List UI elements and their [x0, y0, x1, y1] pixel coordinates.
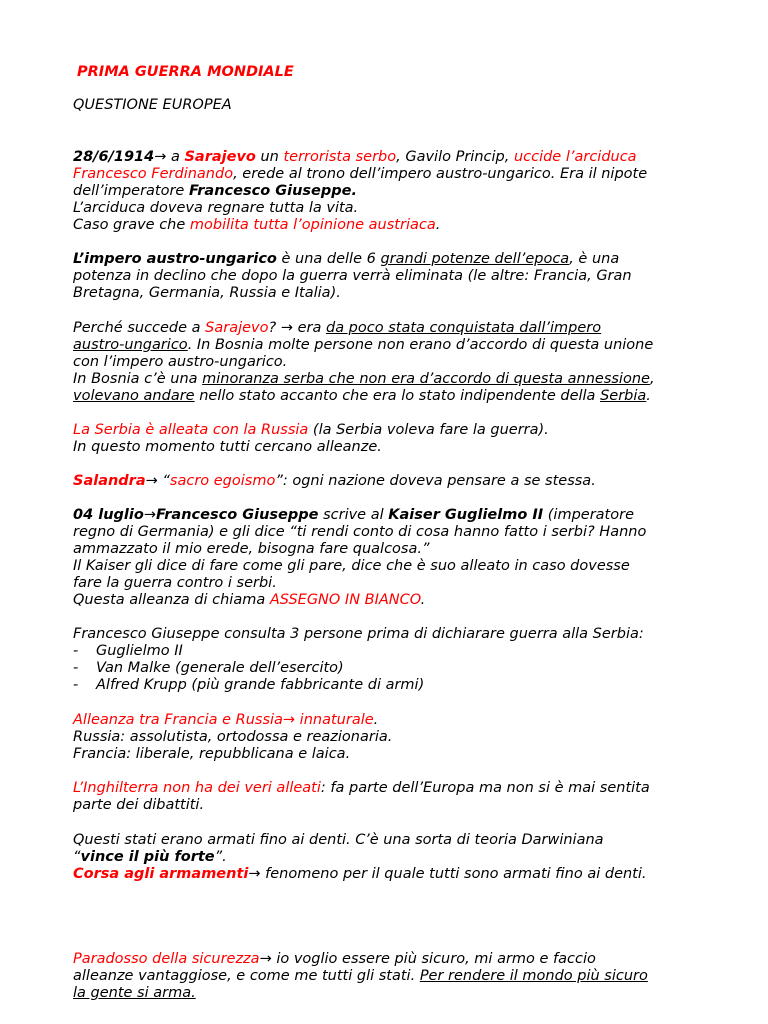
highlight: Paradosso della sicurezza: [73, 951, 260, 967]
text: (imperatore: [543, 507, 634, 523]
text: era: [292, 320, 326, 336]
paragraph-consulta: [73, 626, 723, 694]
text: “: [157, 473, 170, 489]
paragraph-sarajevo: [73, 149, 723, 234]
line: fare la guerra contro i serbi.: [73, 575, 277, 591]
underlined-text: la gente si arma.: [73, 985, 196, 1001]
underlined-text: austro-ungarico: [73, 337, 188, 353]
list-item: [73, 643, 723, 660]
line: Francesco Giuseppe consulta 3 persone prima di dichiarare guerra alla Serbia:: [73, 626, 644, 642]
paragraph-impero: [73, 251, 723, 302]
bold-text: Francesco Giuseppe: [155, 507, 319, 523]
text: , è una: [569, 251, 620, 267]
line: [73, 422, 723, 439]
line: [73, 507, 723, 524]
section-heading: [73, 97, 723, 114]
line: Questi stati erano armati fino ai denti. C’è una sorta di teoria Darwiniana: [73, 832, 604, 848]
arrow-icon: →: [143, 507, 156, 523]
text: : fa parte dell’Europa ma non si è mai sentita: [320, 780, 650, 796]
text: scrive al: [318, 507, 389, 523]
text: .: [646, 388, 651, 404]
text: In Bosnia c’è una: [73, 371, 203, 387]
bold-text: vince il più forte: [80, 849, 215, 865]
date: 28/6/1914: [73, 149, 155, 165]
line: [73, 337, 723, 354]
line: ammazzato il mio erede, bisogna fare qualcosa.”: [73, 541, 430, 557]
bullet: -: [73, 677, 79, 693]
list-item: [73, 677, 723, 694]
paragraph-inghilterra: [73, 780, 723, 814]
paragraph-armati: [73, 832, 723, 883]
text: (la Serbia voleva fare la guerra).: [308, 422, 549, 438]
bullet: -: [73, 660, 79, 676]
line: Russia: assolutista, ortodossa e reazionaria.: [73, 729, 393, 745]
list-item-text: Van Malke (generale dell’esercito): [96, 660, 344, 676]
line: [73, 985, 723, 1002]
underlined-text: Per rendere il mondo più sicuro: [419, 968, 648, 984]
text: ,: [649, 371, 655, 387]
highlight: Alleanza tra Francia e Russia: [73, 712, 283, 728]
line: [73, 149, 723, 166]
highlight: ASSEGNO IN BIANCO: [269, 592, 421, 608]
line: [73, 951, 723, 968]
arrow-icon: →: [280, 320, 293, 336]
list-item-text: Alfred Krupp (più grande fabbricante di armi): [96, 677, 425, 693]
line: [73, 849, 723, 866]
text: ”.: [214, 849, 227, 865]
line: [73, 320, 723, 337]
list-item: [73, 660, 723, 677]
highlight: terrorista serbo: [283, 149, 397, 165]
text: alleanze vantaggiose, e come me tutti gli stati.: [73, 968, 420, 984]
underlined-text: Serbia: [600, 388, 647, 404]
line: L’arciduca doveva regnare tutta la vita.: [73, 200, 359, 216]
line: In questo momento tutti cercano alleanze.: [73, 439, 382, 455]
highlight: Sarajevo: [184, 149, 256, 165]
line: Bretagna, Germania, Russia e Italia).: [73, 285, 341, 301]
line: [73, 968, 723, 985]
text: .: [373, 712, 379, 728]
paragraph-salandra: [73, 473, 723, 490]
text: Questa alleanza di chiama: [73, 592, 270, 608]
paragraph-luglio: [73, 507, 723, 609]
text: è una delle 6: [276, 251, 381, 267]
highlight: Corsa agli armamenti: [73, 866, 249, 882]
line: [73, 388, 723, 405]
line: [73, 251, 723, 268]
line: [73, 183, 723, 200]
underlined-text: volevano andare: [73, 388, 195, 404]
line: [73, 217, 723, 234]
arrow-icon: →: [248, 866, 261, 882]
underlined-text: grandi potenze dell’epoca: [380, 251, 570, 267]
paragraph-serbia: [73, 422, 723, 456]
highlight: Francesco Ferdinando: [73, 166, 234, 182]
line: [73, 592, 723, 609]
line: parte dei dibattiti.: [73, 797, 205, 813]
text: .: [420, 592, 426, 608]
line: Il Kaiser gli dice di fare come gli pare, dice che è suo alleato in caso dovesse: [73, 558, 630, 574]
line: [73, 712, 723, 729]
line: regno di Germania) e gli dice “ti rendi conto di cosa hanno fatto i serbi? Hanno: [73, 524, 647, 540]
underlined-text: minoranza serba che non era d’accordo di questa annessione: [202, 371, 650, 387]
date: 04 luglio: [73, 507, 144, 523]
highlight: Sarajevo: [205, 320, 269, 336]
text: . In Bosnia molte persone non erano d’accordo di questa unione: [187, 337, 654, 353]
text: io voglio essere più sicuro, mi armo e faccio: [271, 951, 596, 967]
highlight: Salandra: [73, 473, 146, 489]
line: [73, 166, 723, 183]
highlight: uccide l’arciduca: [513, 149, 637, 165]
text: ?: [268, 320, 281, 336]
arrow-icon: →: [154, 149, 167, 165]
arrow-icon: →: [145, 473, 158, 489]
line: [73, 866, 723, 883]
arrow-icon: →: [282, 712, 296, 728]
bold-text: L’impero austro-ungarico: [73, 251, 277, 267]
line: Francia: liberale, repubblicana e laica.: [73, 746, 351, 762]
line: con l’impero austro-ungarico.: [73, 354, 288, 370]
bullet: -: [73, 643, 79, 659]
paragraph-perche: [73, 320, 723, 405]
line: [73, 473, 723, 490]
text: nello stato accanto che era lo stato indipendente della: [194, 388, 601, 404]
highlight: L’Inghilterra non ha dei veri alleati: [73, 780, 321, 796]
text: fenomeno per il quale tutti sono armati fino ai denti.: [260, 866, 647, 882]
highlight: La Serbia è alleata con la Russia: [73, 422, 309, 438]
arrow-icon: →: [259, 951, 272, 967]
line: potenza in declino che dopo la guerra verrà eliminata (le altre: Francia, Gran: [73, 268, 632, 284]
paragraph-paradosso: [73, 951, 723, 1002]
text: dell’imperatore: [73, 183, 189, 199]
text: , Gavilo Princip,: [396, 149, 514, 165]
text: a: [166, 149, 185, 165]
text: ”: ogni nazione doveva pensare a se stessa.: [275, 473, 596, 489]
text: Caso grave che: [73, 217, 190, 233]
bold-text: Kaiser Guglielmo II: [388, 507, 544, 523]
line: [73, 371, 723, 388]
highlight: sacro egoismo: [169, 473, 276, 489]
text: “: [73, 849, 81, 865]
underlined-text: da poco stata conquistata dall’impero: [325, 320, 602, 336]
line: [73, 780, 723, 797]
highlight: innaturale: [295, 712, 374, 728]
list-item-text: Guglielmo II: [96, 643, 183, 659]
text: Perché succede a: [73, 320, 206, 336]
text: un: [255, 149, 284, 165]
highlight: mobilita tutta l’opinione austriaca: [189, 217, 436, 233]
document-title: PRIMA GUERRA MONDIALE: [77, 64, 294, 80]
paragraph-alleanza: [73, 712, 723, 763]
subtitle: QUESTIONE EUROPEA: [73, 97, 232, 113]
text: , erede al trono dell’impero austro-ungarico. Era il nipote: [233, 166, 648, 182]
bold-text: Francesco Giuseppe.: [188, 183, 357, 199]
text: .: [435, 217, 441, 233]
